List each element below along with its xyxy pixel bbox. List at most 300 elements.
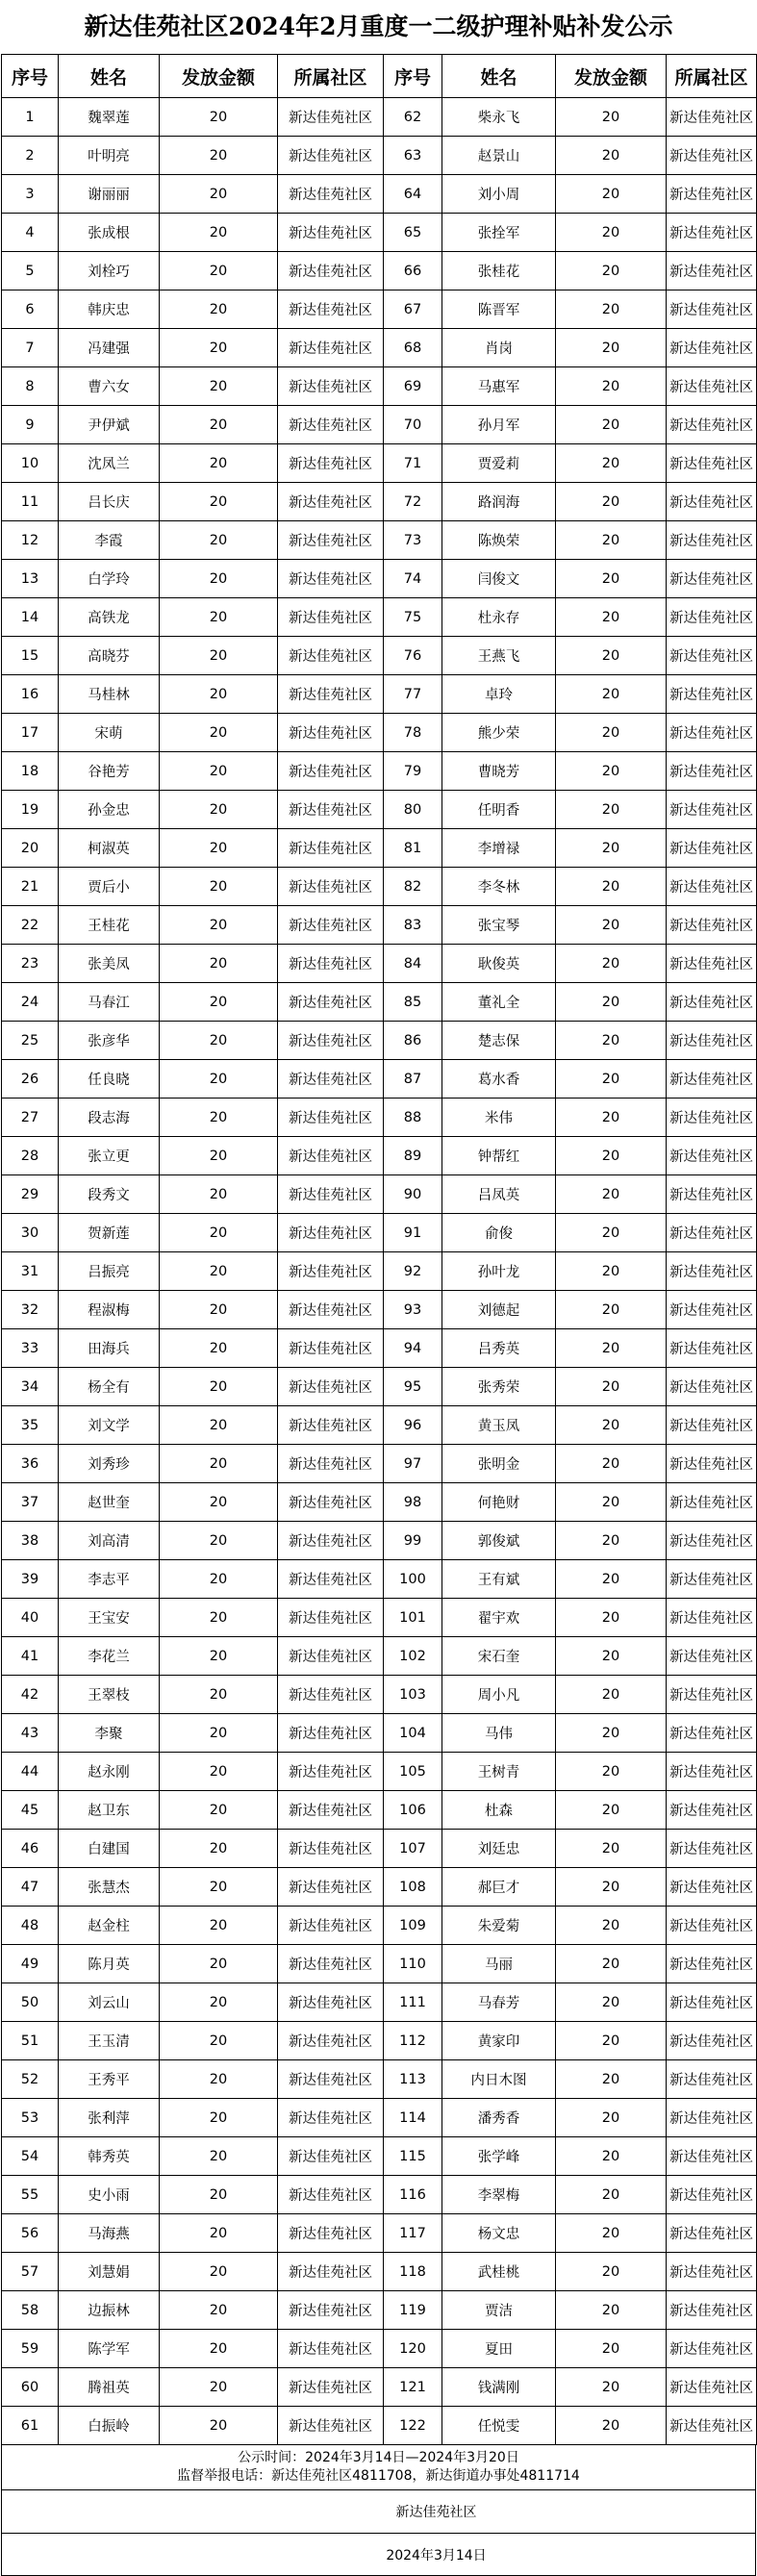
header-cell: 所属社区 bbox=[667, 55, 757, 98]
name-cell: 张桂花 bbox=[442, 252, 556, 290]
seq-cell: 65 bbox=[384, 214, 442, 252]
table-row bbox=[2, 983, 757, 1022]
seq-cell: 86 bbox=[384, 1022, 442, 1060]
amount-cell: 20 bbox=[160, 560, 278, 598]
amount-cell: 20 bbox=[556, 637, 667, 675]
seq-cell: 16 bbox=[2, 675, 59, 714]
amount-cell: 20 bbox=[556, 252, 667, 290]
amount-cell: 20 bbox=[160, 906, 278, 945]
amount-cell: 20 bbox=[556, 2253, 667, 2291]
table-row bbox=[2, 714, 757, 752]
community-cell: 新达佳苑社区 bbox=[667, 1868, 757, 1907]
community-cell: 新达佳苑社区 bbox=[278, 2330, 384, 2368]
name-cell: 任明香 bbox=[442, 791, 556, 829]
name-cell: 叶明亮 bbox=[59, 137, 160, 175]
name-cell: 米伟 bbox=[442, 1099, 556, 1137]
amount-cell: 20 bbox=[160, 2137, 278, 2176]
name-cell: 高晓芬 bbox=[59, 637, 160, 675]
table-row bbox=[2, 1329, 757, 1368]
amount-cell: 20 bbox=[160, 329, 278, 367]
community-cell: 新达佳苑社区 bbox=[667, 1791, 757, 1830]
amount-cell: 20 bbox=[556, 2330, 667, 2368]
community-cell: 新达佳苑社区 bbox=[278, 2176, 384, 2214]
seq-cell: 111 bbox=[384, 1983, 442, 2022]
amount-cell: 20 bbox=[556, 2176, 667, 2214]
table-row bbox=[2, 2253, 757, 2291]
seq-cell: 3 bbox=[2, 175, 59, 214]
table-row bbox=[2, 2060, 757, 2099]
amount-cell: 20 bbox=[160, 714, 278, 752]
community-cell: 新达佳苑社区 bbox=[667, 906, 757, 945]
seq-cell: 39 bbox=[2, 1560, 59, 1599]
community-cell: 新达佳苑社区 bbox=[667, 1175, 757, 1214]
amount-cell: 20 bbox=[160, 406, 278, 444]
community-cell: 新达佳苑社区 bbox=[667, 1945, 757, 1983]
seq-cell: 117 bbox=[384, 2214, 442, 2253]
amount-cell: 20 bbox=[556, 1830, 667, 1868]
name-cell: 内日木图 bbox=[442, 2060, 556, 2099]
seq-cell: 69 bbox=[384, 367, 442, 406]
amount-cell: 20 bbox=[556, 483, 667, 521]
amount-cell: 20 bbox=[556, 1445, 667, 1483]
table-row bbox=[2, 868, 757, 906]
amount-cell: 20 bbox=[556, 829, 667, 868]
table-row bbox=[2, 1137, 757, 1175]
name-cell: 王桂花 bbox=[59, 906, 160, 945]
table-row bbox=[2, 2330, 757, 2368]
header-cell: 姓名 bbox=[442, 55, 556, 98]
amount-cell: 20 bbox=[160, 1560, 278, 1599]
issuing-org: 新达佳苑社区 bbox=[2, 2490, 756, 2534]
seq-cell: 13 bbox=[2, 560, 59, 598]
name-cell: 腾祖英 bbox=[59, 2368, 160, 2407]
community-cell: 新达佳苑社区 bbox=[278, 483, 384, 521]
amount-cell: 20 bbox=[556, 2060, 667, 2099]
header-cell: 发放金额 bbox=[556, 55, 667, 98]
seq-cell: 83 bbox=[384, 906, 442, 945]
table-row bbox=[2, 752, 757, 791]
seq-cell: 56 bbox=[2, 2214, 59, 2253]
amount-cell: 20 bbox=[160, 2407, 278, 2445]
table-row bbox=[2, 906, 757, 945]
amount-cell: 20 bbox=[160, 1445, 278, 1483]
seq-cell: 51 bbox=[2, 2022, 59, 2060]
seq-cell: 66 bbox=[384, 252, 442, 290]
name-cell: 田海兵 bbox=[59, 1329, 160, 1368]
header-cell: 序号 bbox=[384, 55, 442, 98]
seq-cell: 72 bbox=[384, 483, 442, 521]
community-cell: 新达佳苑社区 bbox=[278, 329, 384, 367]
table-row bbox=[2, 2099, 757, 2137]
name-cell: 陈晋军 bbox=[442, 290, 556, 329]
table-row bbox=[2, 1522, 757, 1560]
table-header-row bbox=[2, 55, 757, 98]
seq-cell: 73 bbox=[384, 521, 442, 560]
seq-cell: 38 bbox=[2, 1522, 59, 1560]
amount-cell: 20 bbox=[556, 521, 667, 560]
seq-cell: 29 bbox=[2, 1175, 59, 1214]
name-cell: 曹晓芳 bbox=[442, 752, 556, 791]
seq-cell: 104 bbox=[384, 1714, 442, 1753]
community-cell: 新达佳苑社区 bbox=[667, 1830, 757, 1868]
seq-cell: 26 bbox=[2, 1060, 59, 1099]
community-cell: 新达佳苑社区 bbox=[667, 2253, 757, 2291]
seq-cell: 107 bbox=[384, 1830, 442, 1868]
amount-cell: 20 bbox=[160, 1830, 278, 1868]
seq-cell: 37 bbox=[2, 1483, 59, 1522]
amount-cell: 20 bbox=[160, 1214, 278, 1252]
community-cell: 新达佳苑社区 bbox=[278, 1560, 384, 1599]
amount-cell: 20 bbox=[556, 983, 667, 1022]
seq-cell: 81 bbox=[384, 829, 442, 868]
table-row bbox=[2, 214, 757, 252]
community-cell: 新达佳苑社区 bbox=[667, 2022, 757, 2060]
seq-cell: 116 bbox=[384, 2176, 442, 2214]
community-cell: 新达佳苑社区 bbox=[667, 1214, 757, 1252]
name-cell: 程淑梅 bbox=[59, 1291, 160, 1329]
name-cell: 高铁龙 bbox=[59, 598, 160, 637]
community-cell: 新达佳苑社区 bbox=[667, 329, 757, 367]
table-row bbox=[2, 290, 757, 329]
table-row bbox=[2, 175, 757, 214]
seq-cell: 114 bbox=[384, 2099, 442, 2137]
amount-cell: 20 bbox=[556, 1791, 667, 1830]
community-cell: 新达佳苑社区 bbox=[278, 252, 384, 290]
seq-cell: 54 bbox=[2, 2137, 59, 2176]
community-cell: 新达佳苑社区 bbox=[667, 1599, 757, 1637]
name-cell: 熊少荣 bbox=[442, 714, 556, 752]
community-cell: 新达佳苑社区 bbox=[667, 367, 757, 406]
name-cell: 白振岭 bbox=[59, 2407, 160, 2445]
name-cell: 李翠梅 bbox=[442, 2176, 556, 2214]
table-row bbox=[2, 444, 757, 483]
subsidy-table bbox=[1, 54, 757, 2445]
name-cell: 沈凤兰 bbox=[59, 444, 160, 483]
seq-cell: 47 bbox=[2, 1868, 59, 1907]
community-cell: 新达佳苑社区 bbox=[278, 1714, 384, 1753]
seq-cell: 25 bbox=[2, 1022, 59, 1060]
community-cell: 新达佳苑社区 bbox=[667, 1637, 757, 1676]
name-cell: 尹伊斌 bbox=[59, 406, 160, 444]
seq-cell: 42 bbox=[2, 1676, 59, 1714]
table-row bbox=[2, 1791, 757, 1830]
community-cell: 新达佳苑社区 bbox=[667, 637, 757, 675]
seq-cell: 22 bbox=[2, 906, 59, 945]
name-cell: 闫俊文 bbox=[442, 560, 556, 598]
table-row bbox=[2, 137, 757, 175]
community-cell: 新达佳苑社区 bbox=[667, 675, 757, 714]
table-row bbox=[2, 598, 757, 637]
community-cell: 新达佳苑社区 bbox=[278, 1907, 384, 1945]
name-cell: 宋萌 bbox=[59, 714, 160, 752]
seq-cell: 53 bbox=[2, 2099, 59, 2137]
name-cell: 刘廷忠 bbox=[442, 1830, 556, 1868]
amount-cell: 20 bbox=[160, 2330, 278, 2368]
seq-cell: 24 bbox=[2, 983, 59, 1022]
amount-cell: 20 bbox=[556, 2137, 667, 2176]
community-cell: 新达佳苑社区 bbox=[667, 1060, 757, 1099]
amount-cell: 20 bbox=[160, 444, 278, 483]
amount-cell: 20 bbox=[556, 1099, 667, 1137]
amount-cell: 20 bbox=[556, 1214, 667, 1252]
seq-cell: 46 bbox=[2, 1830, 59, 1868]
amount-cell: 20 bbox=[160, 483, 278, 521]
table-row bbox=[2, 2291, 757, 2330]
amount-cell: 20 bbox=[556, 791, 667, 829]
community-cell: 新达佳苑社区 bbox=[278, 1175, 384, 1214]
amount-cell: 20 bbox=[556, 598, 667, 637]
table-row bbox=[2, 1099, 757, 1137]
header-cell: 序号 bbox=[2, 55, 59, 98]
amount-cell: 20 bbox=[160, 637, 278, 675]
amount-cell: 20 bbox=[556, 752, 667, 791]
community-cell: 新达佳苑社区 bbox=[667, 2176, 757, 2214]
name-cell: 朱爱菊 bbox=[442, 1907, 556, 1945]
header-cell: 所属社区 bbox=[278, 55, 384, 98]
community-cell: 新达佳苑社区 bbox=[667, 1368, 757, 1406]
community-cell: 新达佳苑社区 bbox=[278, 2407, 384, 2445]
community-cell: 新达佳苑社区 bbox=[278, 829, 384, 868]
table-row bbox=[2, 1560, 757, 1599]
amount-cell: 20 bbox=[556, 1983, 667, 2022]
amount-cell: 20 bbox=[556, 1329, 667, 1368]
seq-cell: 55 bbox=[2, 2176, 59, 2214]
seq-cell: 70 bbox=[384, 406, 442, 444]
community-cell: 新达佳苑社区 bbox=[278, 1830, 384, 1868]
community-cell: 新达佳苑社区 bbox=[667, 560, 757, 598]
name-cell: 谢丽丽 bbox=[59, 175, 160, 214]
seq-cell: 11 bbox=[2, 483, 59, 521]
community-cell: 新达佳苑社区 bbox=[667, 1714, 757, 1753]
community-cell: 新达佳苑社区 bbox=[278, 906, 384, 945]
name-cell: 周小凡 bbox=[442, 1676, 556, 1714]
amount-cell: 20 bbox=[556, 1599, 667, 1637]
community-cell: 新达佳苑社区 bbox=[667, 2368, 757, 2407]
amount-cell: 20 bbox=[160, 1483, 278, 1522]
name-cell: 李花兰 bbox=[59, 1637, 160, 1676]
seq-cell: 77 bbox=[384, 675, 442, 714]
amount-cell: 20 bbox=[160, 1637, 278, 1676]
name-cell: 谷艳芳 bbox=[59, 752, 160, 791]
amount-cell: 20 bbox=[556, 175, 667, 214]
community-cell: 新达佳苑社区 bbox=[278, 1060, 384, 1099]
community-cell: 新达佳苑社区 bbox=[278, 1676, 384, 1714]
name-cell: 柴永飞 bbox=[442, 98, 556, 137]
name-cell: 赵景山 bbox=[442, 137, 556, 175]
community-cell: 新达佳苑社区 bbox=[667, 1983, 757, 2022]
table-row bbox=[2, 829, 757, 868]
name-cell: 魏翠莲 bbox=[59, 98, 160, 137]
community-cell: 新达佳苑社区 bbox=[667, 483, 757, 521]
table-row bbox=[2, 2407, 757, 2445]
name-cell: 韩秀英 bbox=[59, 2137, 160, 2176]
community-cell: 新达佳苑社区 bbox=[667, 1676, 757, 1714]
seq-cell: 2 bbox=[2, 137, 59, 175]
community-cell: 新达佳苑社区 bbox=[278, 791, 384, 829]
seq-cell: 67 bbox=[384, 290, 442, 329]
table-row bbox=[2, 2176, 757, 2214]
amount-cell: 20 bbox=[160, 1753, 278, 1791]
seq-cell: 44 bbox=[2, 1753, 59, 1791]
seq-cell: 94 bbox=[384, 1329, 442, 1368]
seq-cell: 23 bbox=[2, 945, 59, 983]
seq-cell: 119 bbox=[384, 2291, 442, 2330]
seq-cell: 4 bbox=[2, 214, 59, 252]
seq-cell: 28 bbox=[2, 1137, 59, 1175]
seq-cell: 120 bbox=[384, 2330, 442, 2368]
name-cell: 孙金忠 bbox=[59, 791, 160, 829]
amount-cell: 20 bbox=[160, 1983, 278, 2022]
table-row bbox=[2, 1907, 757, 1945]
seq-cell: 48 bbox=[2, 1907, 59, 1945]
name-cell: 张美凤 bbox=[59, 945, 160, 983]
name-cell: 李聚 bbox=[59, 1714, 160, 1753]
amount-cell: 20 bbox=[160, 214, 278, 252]
seq-cell: 109 bbox=[384, 1907, 442, 1945]
amount-cell: 20 bbox=[160, 290, 278, 329]
seq-cell: 61 bbox=[2, 2407, 59, 2445]
amount-cell: 20 bbox=[160, 1060, 278, 1099]
community-cell: 新达佳苑社区 bbox=[278, 175, 384, 214]
amount-cell: 20 bbox=[556, 714, 667, 752]
name-cell: 钱满刚 bbox=[442, 2368, 556, 2407]
seq-cell: 10 bbox=[2, 444, 59, 483]
name-cell: 黄玉凤 bbox=[442, 1406, 556, 1445]
seq-cell: 110 bbox=[384, 1945, 442, 1983]
amount-cell: 20 bbox=[556, 1060, 667, 1099]
seq-cell: 49 bbox=[2, 1945, 59, 1983]
table-row bbox=[2, 1368, 757, 1406]
seq-cell: 76 bbox=[384, 637, 442, 675]
amount-cell: 20 bbox=[160, 521, 278, 560]
name-cell: 刘慧娟 bbox=[59, 2253, 160, 2291]
name-cell: 张拴军 bbox=[442, 214, 556, 252]
community-cell: 新达佳苑社区 bbox=[278, 2022, 384, 2060]
amount-cell: 20 bbox=[160, 2060, 278, 2099]
amount-cell: 20 bbox=[160, 1714, 278, 1753]
community-cell: 新达佳苑社区 bbox=[667, 868, 757, 906]
community-cell: 新达佳苑社区 bbox=[667, 2330, 757, 2368]
amount-cell: 20 bbox=[556, 945, 667, 983]
community-cell: 新达佳苑社区 bbox=[667, 444, 757, 483]
community-cell: 新达佳苑社区 bbox=[278, 1406, 384, 1445]
amount-cell: 20 bbox=[556, 1175, 667, 1214]
name-cell: 冯建强 bbox=[59, 329, 160, 367]
seq-cell: 52 bbox=[2, 2060, 59, 2099]
seq-cell: 32 bbox=[2, 1291, 59, 1329]
seq-cell: 98 bbox=[384, 1483, 442, 1522]
table-row bbox=[2, 1753, 757, 1791]
amount-cell: 20 bbox=[556, 1022, 667, 1060]
amount-cell: 20 bbox=[160, 1868, 278, 1907]
name-cell: 刘德起 bbox=[442, 1291, 556, 1329]
amount-cell: 20 bbox=[160, 1175, 278, 1214]
table-row bbox=[2, 1022, 757, 1060]
amount-cell: 20 bbox=[160, 598, 278, 637]
name-cell: 白建国 bbox=[59, 1830, 160, 1868]
amount-cell: 20 bbox=[160, 1406, 278, 1445]
notice-phone: 监督举报电话：新达佳苑社区4811708，新达街道办事处4811714 bbox=[177, 2468, 580, 2484]
name-cell: 刘高清 bbox=[59, 1522, 160, 1560]
table-row bbox=[2, 1291, 757, 1329]
name-cell: 张立更 bbox=[59, 1137, 160, 1175]
table-row bbox=[2, 1637, 757, 1676]
seq-cell: 6 bbox=[2, 290, 59, 329]
seq-cell: 89 bbox=[384, 1137, 442, 1175]
amount-cell: 20 bbox=[160, 1137, 278, 1175]
community-cell: 新达佳苑社区 bbox=[278, 521, 384, 560]
amount-cell: 20 bbox=[556, 1753, 667, 1791]
table-row bbox=[2, 637, 757, 675]
seq-cell: 35 bbox=[2, 1406, 59, 1445]
name-cell: 马海燕 bbox=[59, 2214, 160, 2253]
name-cell: 王秀平 bbox=[59, 2060, 160, 2099]
community-cell: 新达佳苑社区 bbox=[278, 1945, 384, 1983]
table-row bbox=[2, 1175, 757, 1214]
amount-cell: 20 bbox=[556, 290, 667, 329]
table-row bbox=[2, 1445, 757, 1483]
community-cell: 新达佳苑社区 bbox=[667, 1753, 757, 1791]
issue-date: 2024年3月14日 bbox=[2, 2534, 756, 2576]
amount-cell: 20 bbox=[160, 1099, 278, 1137]
amount-cell: 20 bbox=[160, 983, 278, 1022]
amount-cell: 20 bbox=[556, 1252, 667, 1291]
amount-cell: 20 bbox=[160, 1022, 278, 1060]
amount-cell: 20 bbox=[556, 1676, 667, 1714]
community-cell: 新达佳苑社区 bbox=[667, 137, 757, 175]
seq-cell: 74 bbox=[384, 560, 442, 598]
seq-cell: 93 bbox=[384, 1291, 442, 1329]
amount-cell: 20 bbox=[160, 1252, 278, 1291]
name-cell: 吕长庆 bbox=[59, 483, 160, 521]
amount-cell: 20 bbox=[160, 868, 278, 906]
seq-cell: 40 bbox=[2, 1599, 59, 1637]
community-cell: 新达佳苑社区 bbox=[667, 1406, 757, 1445]
seq-cell: 84 bbox=[384, 945, 442, 983]
name-cell: 赵金柱 bbox=[59, 1907, 160, 1945]
name-cell: 郭俊斌 bbox=[442, 1522, 556, 1560]
community-cell: 新达佳苑社区 bbox=[667, 2407, 757, 2445]
community-cell: 新达佳苑社区 bbox=[667, 175, 757, 214]
name-cell: 耿俊英 bbox=[442, 945, 556, 983]
community-cell: 新达佳苑社区 bbox=[667, 521, 757, 560]
amount-cell: 20 bbox=[556, 1522, 667, 1560]
name-cell: 贾爱莉 bbox=[442, 444, 556, 483]
seq-cell: 33 bbox=[2, 1329, 59, 1368]
seq-cell: 92 bbox=[384, 1252, 442, 1291]
community-cell: 新达佳苑社区 bbox=[667, 752, 757, 791]
seq-cell: 82 bbox=[384, 868, 442, 906]
name-cell: 贾洁 bbox=[442, 2291, 556, 2330]
community-cell: 新达佳苑社区 bbox=[278, 1252, 384, 1291]
amount-cell: 20 bbox=[160, 367, 278, 406]
table-row bbox=[2, 1830, 757, 1868]
amount-cell: 20 bbox=[556, 98, 667, 137]
seq-cell: 1 bbox=[2, 98, 59, 137]
name-cell: 贾后小 bbox=[59, 868, 160, 906]
amount-cell: 20 bbox=[160, 1907, 278, 1945]
table-row bbox=[2, 1868, 757, 1907]
amount-cell: 20 bbox=[160, 1368, 278, 1406]
name-cell: 张学峰 bbox=[442, 2137, 556, 2176]
community-cell: 新达佳苑社区 bbox=[278, 752, 384, 791]
table-row bbox=[2, 945, 757, 983]
name-cell: 马春芳 bbox=[442, 1983, 556, 2022]
name-cell: 黄家印 bbox=[442, 2022, 556, 2060]
community-cell: 新达佳苑社区 bbox=[278, 444, 384, 483]
name-cell: 段秀文 bbox=[59, 1175, 160, 1214]
name-cell: 柯淑英 bbox=[59, 829, 160, 868]
